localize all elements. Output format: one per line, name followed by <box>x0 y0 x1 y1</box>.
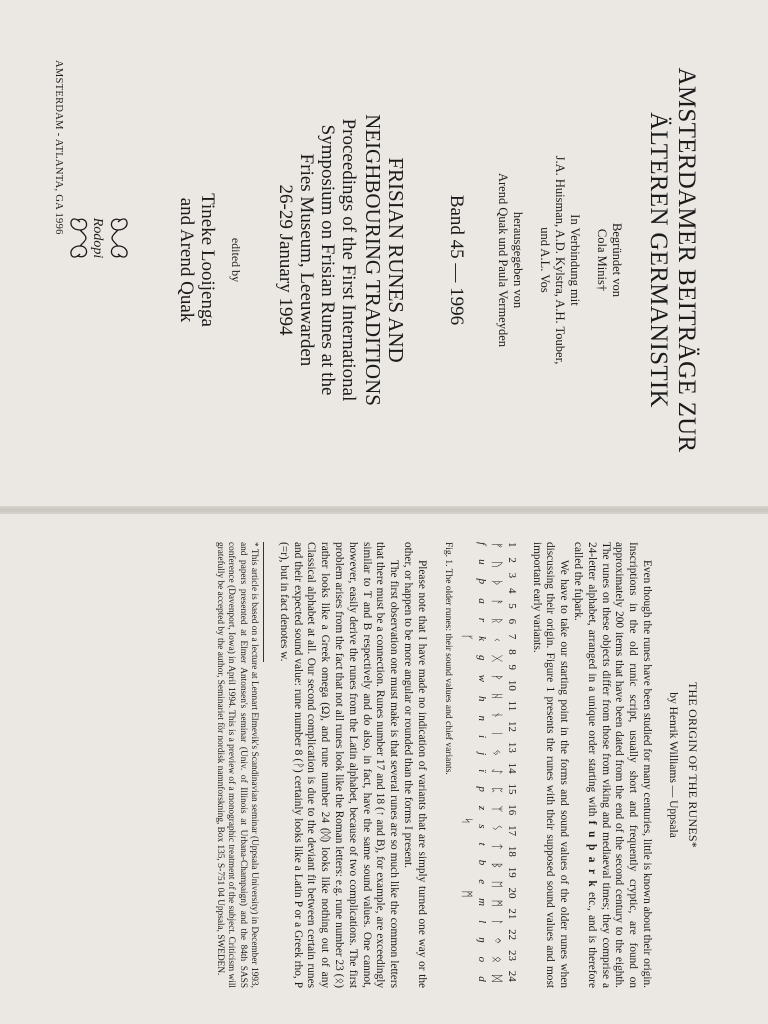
rune-sound: j <box>475 752 488 756</box>
edited-by-label: edited by <box>229 237 243 283</box>
rune-number: 23 <box>505 949 518 961</box>
founder-block <box>594 50 624 470</box>
rune-number: 12 <box>505 721 518 733</box>
rune-glyph-row <box>489 542 504 982</box>
subtitle-line-3: Fries Museum, Leeuwarden <box>296 153 317 367</box>
founder-name: Cola Minis† <box>595 228 609 292</box>
rune-sound: w <box>475 674 488 682</box>
rune-sound: þ <box>475 578 488 585</box>
series-editors-block <box>495 50 525 470</box>
book-title-line-1: FRISIAN RUNES AND <box>384 157 408 363</box>
rune-number: 13 <box>505 741 518 753</box>
rune-glyph: ᛊ <box>489 824 504 832</box>
book-editor-2: and Arend Quak <box>176 197 197 323</box>
rune-sound: b <box>475 859 488 866</box>
article-title: THE ORIGIN OF THE RUNES* <box>686 682 700 848</box>
rune-number: 18 <box>505 845 518 857</box>
rune-variant: ᛗ <box>459 890 474 898</box>
rune-number: 14 <box>505 762 518 774</box>
series-header <box>644 50 700 470</box>
rune-sound: a <box>475 598 488 604</box>
rune-glyph: ᛚ <box>489 918 504 926</box>
series-editors: Arend Quak und Paula Vermeyden <box>496 172 510 348</box>
book-editor-1: Tineke Looijenga <box>197 193 218 327</box>
rune-glyph: ᛈ <box>489 786 504 794</box>
rune-number: 15 <box>505 783 518 795</box>
subtitle-line-1: Proceedings of the First International <box>338 118 359 402</box>
rune-glyph: ᛞ <box>489 974 504 982</box>
futhark-sequence: f u þ a r k <box>585 820 598 888</box>
paragraph-1-part-a: Even though the runes have been studied for many centuries, little is known about their origin. Inscriptions in the old runic script, usually short and frequently cryptic, are found on approximately 200 items that have been dated from the end of the second century to the eighth. The runes on these objects differ from those from viking and mediaeval times; they comprise a 24-letter alphabet, arranged in a unique order starting with <box>585 542 653 988</box>
editors-label: herausgegeben von <box>511 211 525 309</box>
rune-glyph: ᚱ <box>489 617 504 625</box>
rune-sound: h <box>475 695 488 702</box>
book-editors <box>176 50 218 470</box>
rune-number: 1 <box>505 542 518 548</box>
rune-sound-row <box>474 542 489 982</box>
rune-number: 17 <box>505 825 518 837</box>
rune-sound: ï <box>475 769 488 773</box>
rune-sound: e <box>475 879 488 885</box>
imprint-text: AMSTERDAM - ATLANTA, GA 1996 <box>53 60 64 235</box>
rune-number: 24 <box>505 970 518 982</box>
collaboration-block <box>537 50 582 470</box>
imprint <box>53 60 64 464</box>
rune-number: 20 <box>505 887 518 899</box>
rune-glyph: ᛟ <box>489 955 504 964</box>
rune-sound: o <box>475 956 488 963</box>
rune-sound: ŋ <box>475 937 488 943</box>
rune-sound: z <box>475 805 488 811</box>
book-subtitle <box>275 50 359 470</box>
rune-number: 7 <box>505 633 518 640</box>
footnote: * This article is based on a lecture at Lennart Elmevik's Scandinavian seminar (Uppsala University) in December 1993, and papers presented at Elmer Antonsen's seminar (Univ. of Illinois at Urbana-Champaign) and the 84th SASS conference (Davenport, Iowa) in April 1994. This is a preview of a monographic treatment of the subject. Criticism will gratefully be accepted by the author, Seminariet för nordisk namnforskning, Box 135, S-751 04 Uppsala, SWEDEN. <box>214 542 260 988</box>
paragraph-3: Please note that I have made no indication of variants that are simply turned one way or the other, or happen to be more angular or rounded than the forms I present. <box>402 542 428 988</box>
paragraph-1-part-b: etc., and is therefore called the fuþark. <box>572 542 598 988</box>
rune-glyph: ᚲ <box>489 636 504 644</box>
rune-number: 6 <box>505 618 518 625</box>
rune-number: 5 <box>505 603 518 609</box>
rune-sound: i <box>475 735 488 739</box>
publisher-logo-text: Rodopi <box>90 217 105 259</box>
rune-number: 2 <box>505 557 518 563</box>
rune-sound: g <box>475 655 488 661</box>
rune-number: 21 <box>505 908 518 920</box>
series-title-line-2: ÄLTEREN GERMANISTIK <box>645 112 672 408</box>
rune-sound: m <box>475 898 488 907</box>
footnote-divider <box>263 542 264 662</box>
rune-glyph: ᚦ <box>489 579 504 587</box>
figure-caption: Fig. 1. The older runes: their sound values and chief variants. <box>442 542 453 775</box>
subtitle-line-4: 26-29 January 1994 <box>275 184 296 336</box>
book-title <box>361 50 407 470</box>
paragraph-4: The first observation one must make is that several runes are so much like the common letters that there must be a connection. Runes number 17 and 18 (↑ and B), for example, are exceedingly similar to T and B respectively and do also, in fact, have the same sound values. One cannot, however, easily derive the runes from the Latin alphabet, because of two complications. The first problem arises from the fact that not all runes look like the Roman letters: e.g. rune number 23 (ᛟ) rather looks like a Greek omega (Ω), and rune number 24 (ᛞ) looks like nothing out of any Classical alphabet at all. Our second complication is due to the deviant fit between certain runes and their expected sound value: rune number 8 (ᚹ) certainly looks like a Latin P or a Greek rho, P (=r), but in fact denotes w. <box>277 542 401 988</box>
rune-number: 4 <box>505 587 518 594</box>
rune-sound: d <box>475 976 488 982</box>
series-title-line-1: AMSTERDAMER BEITRÄGE ZUR <box>673 67 700 453</box>
rune-variant: ᛋ <box>459 816 474 825</box>
founded-by-label: Begründet von <box>610 223 624 297</box>
rune-glyph: ᛜ <box>489 937 504 945</box>
publisher-logo-icon <box>68 208 130 268</box>
rune-glyph: ᛗ <box>489 899 504 907</box>
rune-sound: u <box>475 559 488 565</box>
paragraph-1 <box>570 542 653 988</box>
figure-1 <box>440 542 519 988</box>
rune-number: 11 <box>505 700 518 712</box>
rune-glyph: ᚺ <box>489 692 504 700</box>
rune-number: 19 <box>505 866 518 878</box>
article-page <box>0 512 768 1024</box>
rune-sound: t <box>475 842 488 846</box>
rune-sound: s <box>475 824 488 829</box>
rune-glyph: ᚷ <box>489 654 504 663</box>
article-author: by Henrik Williams — Uppsala <box>667 692 679 838</box>
rune-glyph: ᚹ <box>489 673 504 681</box>
collab-label: In Verbindung mit <box>568 214 582 306</box>
rune-sound: p <box>475 786 488 792</box>
rune-glyph: ᚨ <box>489 598 504 606</box>
rune-sound: l <box>475 920 488 924</box>
rune-sound: k <box>475 636 488 641</box>
rune-number: 3 <box>505 572 518 579</box>
rune-sound: f <box>475 542 488 546</box>
paragraph-2: We have to take our starting point in the forms and sound values of the older runes when discussing their origin. Figure 1 presents the runes with their supposed sound values and most important early variants. <box>530 542 571 988</box>
rune-glyph: ᚾ <box>489 711 504 719</box>
volume-number: Band 45 — 1996 <box>446 194 467 326</box>
rune-number: 22 <box>505 929 518 941</box>
collab-names-1: J.A. Huisman, A.D. Kylstra, A.H. Touber, <box>553 155 567 365</box>
book-title-line-2: NEIGHBOURING TRADITIONS <box>361 114 385 406</box>
rune-number: 16 <box>505 804 518 816</box>
rune-glyph: ᛇ <box>489 767 504 775</box>
rune-variant-row <box>459 542 474 982</box>
subtitle-line-2: Symposium on Frisian Runes at the <box>317 124 338 396</box>
rune-glyph: ᚢ <box>489 560 504 569</box>
rune-number: 9 <box>505 664 518 670</box>
collab-names-2: und A.L. Vos <box>538 227 552 293</box>
rune-glyph: ᚠ <box>489 542 504 550</box>
rune-sound: n <box>475 715 488 721</box>
rune-glyph: ᛏ <box>489 843 504 851</box>
rune-number: 10 <box>505 679 518 691</box>
rune-glyph: ᛖ <box>489 880 504 888</box>
rune-number-row <box>504 542 519 982</box>
rune-glyph: ᛒ <box>489 861 504 870</box>
rune-glyph: ᛁ <box>489 730 504 738</box>
rune-number: 8 <box>505 649 518 655</box>
rune-glyph: ᛃ <box>489 748 504 757</box>
rune-glyph: ᛉ <box>489 805 504 813</box>
rune-sound: r <box>475 617 488 623</box>
rune-variant: ᚴ <box>459 633 474 641</box>
